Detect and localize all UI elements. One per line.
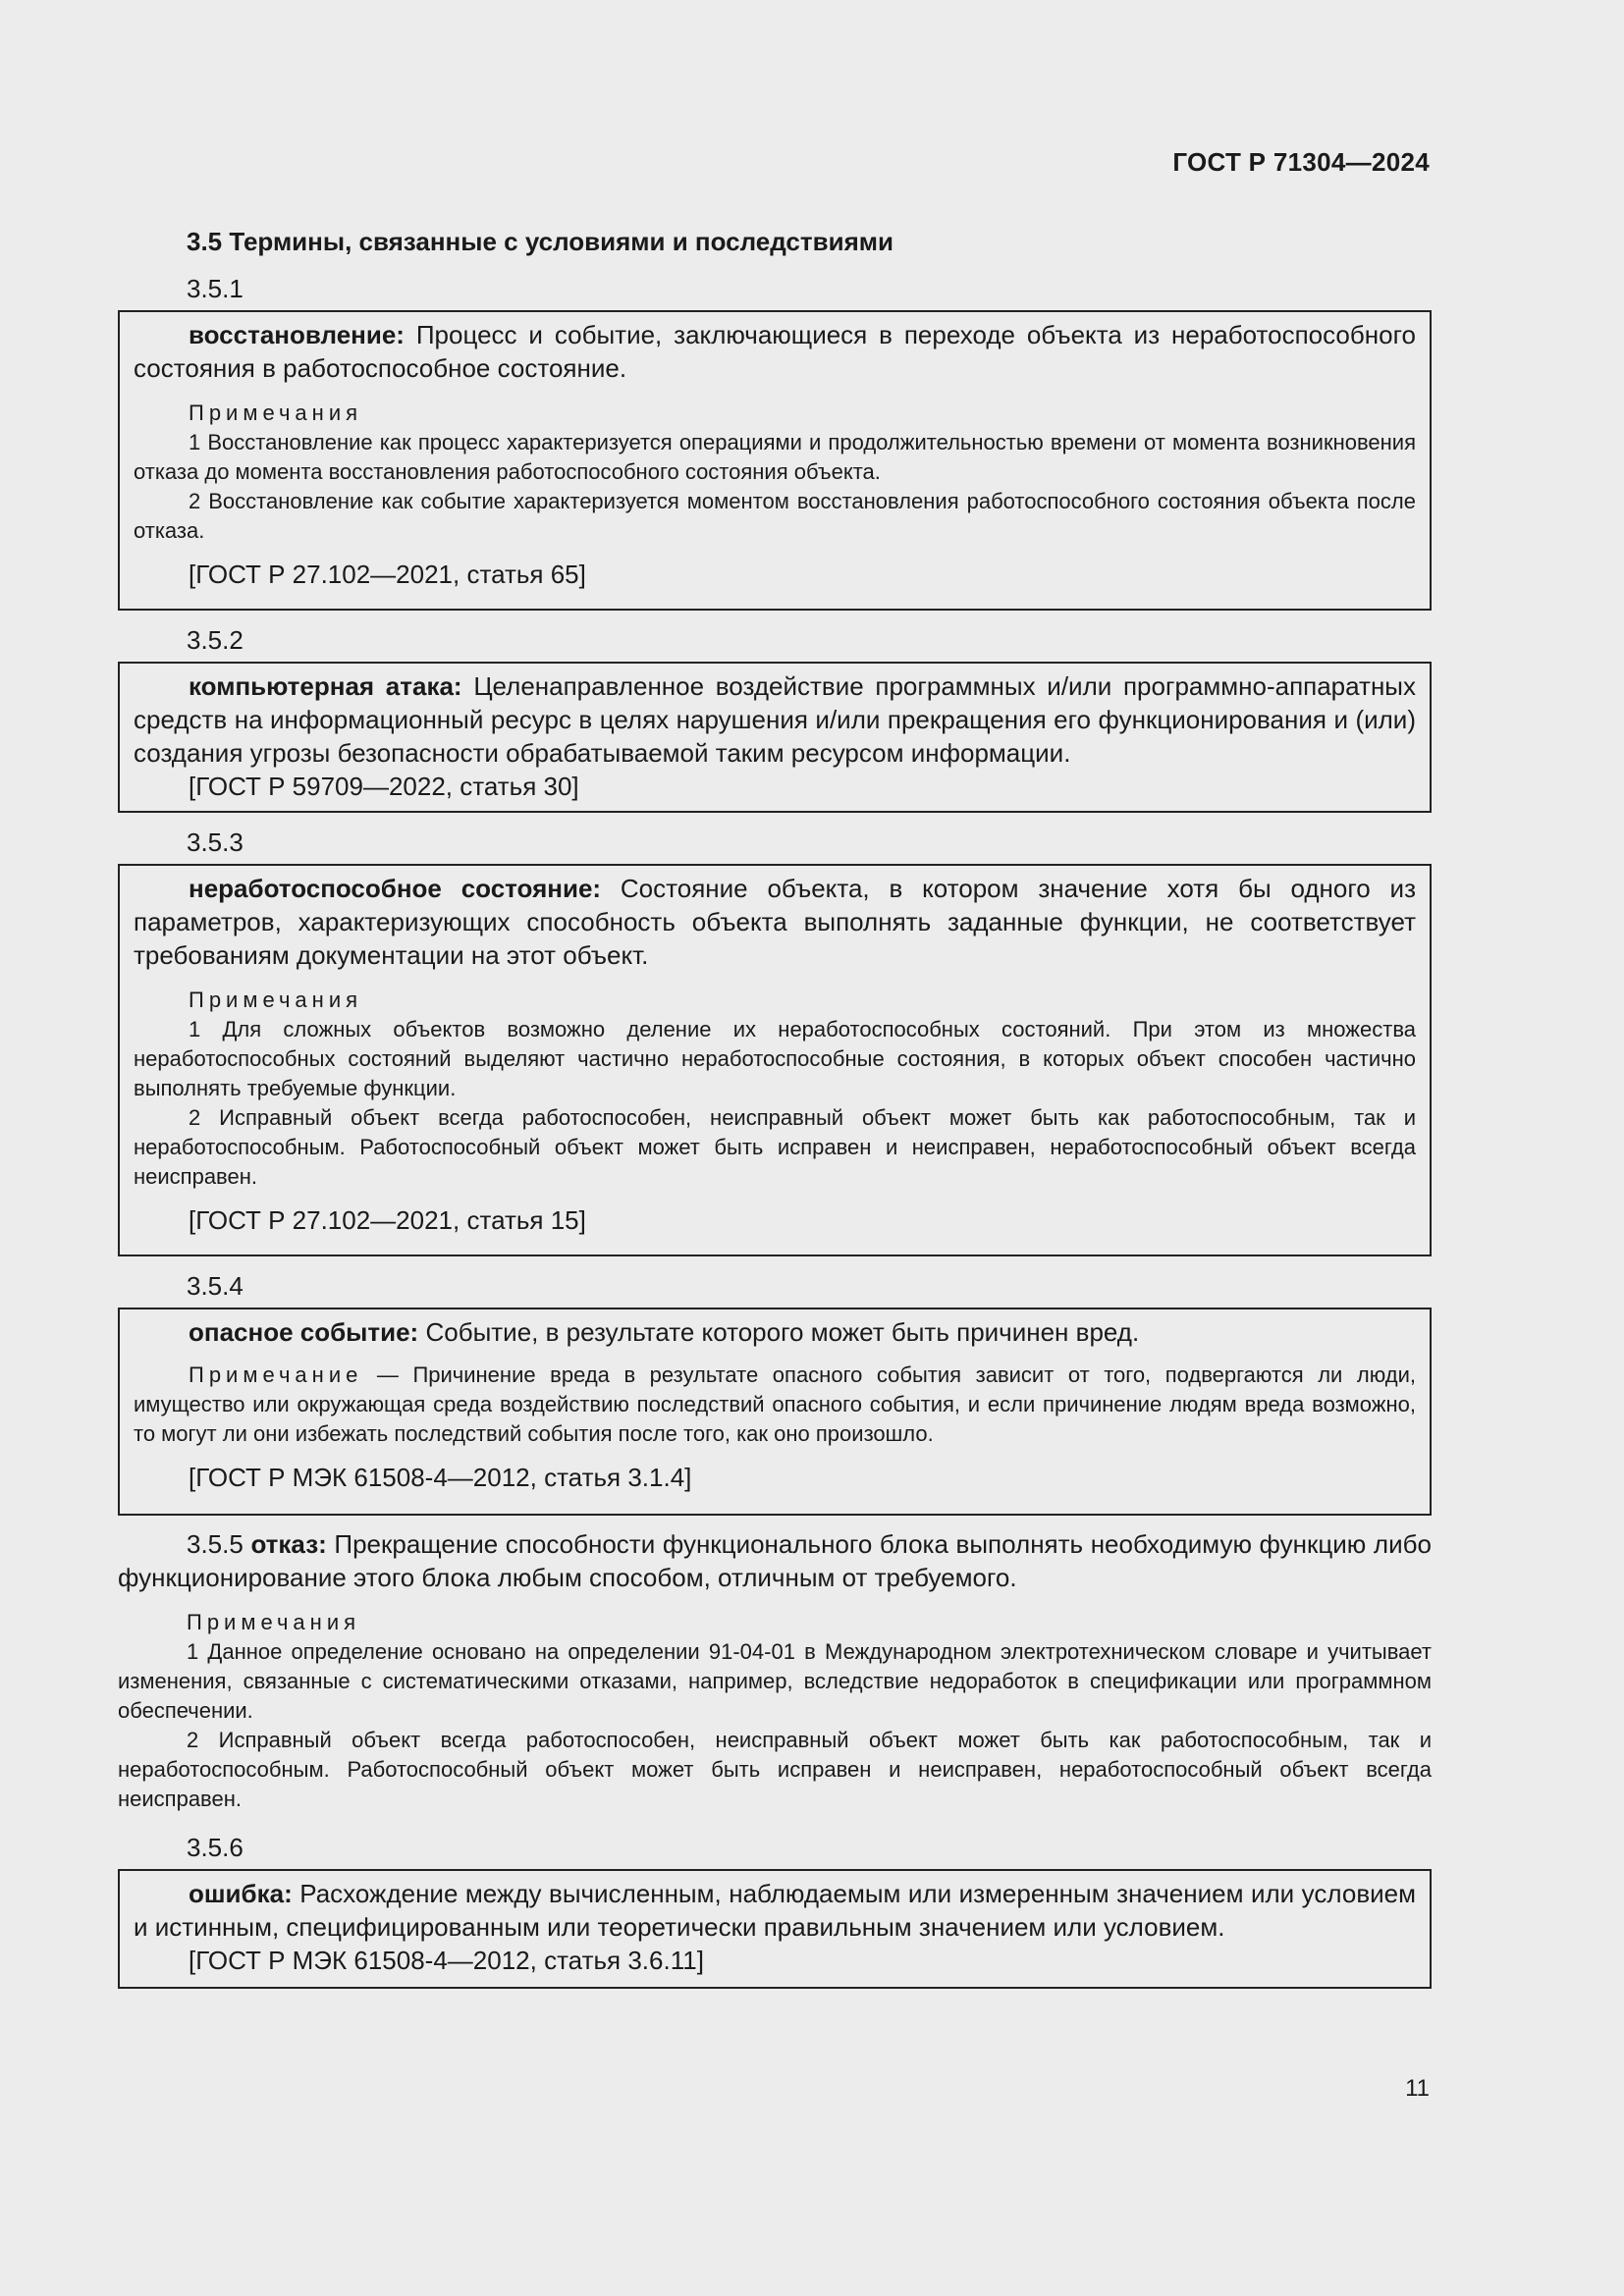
notes-heading: Примечания <box>189 988 363 1012</box>
term-number: 3.5.2 <box>187 625 244 655</box>
term-box <box>118 310 1432 611</box>
term-name: компьютерная атака: <box>189 671 462 701</box>
definition-text: Прекращение способности функционального блока выполнять необходимую функцию либо функционирование этого блока любым способом, отличным от требуемого. <box>118 1529 1432 1592</box>
definition-text: Событие, в результате которого может быть причинен вред. <box>425 1317 1140 1347</box>
term-name: ошибка: <box>189 1879 293 1908</box>
definition-text: Состояние объекта, в котором значение хотя бы одного из параметров, характеризующих способность объекта выполнять заданные функции, не соответствует требованиям документации на этот объект. <box>134 874 1416 970</box>
term-definition <box>134 1877 1416 1944</box>
note-item: 2 Исправный объект всегда работоспособен, неисправный объект может быть как работоспособным, так и неработоспособным. Работоспособный объект может быть исправен и неисправен, неработоспособный объект всегда неисправен. <box>134 1105 1416 1189</box>
term-definition <box>134 669 1416 770</box>
term-number: 3.5.6 <box>187 1833 244 1862</box>
definition-text: Процесс и событие, заключающиеся в переходе объекта из неработоспособного состояния в работоспособное состояние. <box>134 320 1416 383</box>
term-definition <box>134 872 1416 972</box>
term-box <box>118 1308 1432 1516</box>
notes-heading: Примечания <box>189 400 363 425</box>
term-number: 3.5.5 <box>187 1529 244 1559</box>
term-source: [ГОСТ Р 27.102—2021, статья 15] <box>189 1205 586 1235</box>
definition-text: Целенаправленное воздействие программных и/или программно-аппаратных средств на информационный ресурс в целях нарушения и/или прекращения его функционирования и (или) создания угрозы безопасности обрабатываемой таким ресурсом информации. <box>134 671 1416 768</box>
term-definition <box>134 318 1416 385</box>
term-name: неработоспособное состояние: <box>189 874 602 903</box>
term-number: 3.5.1 <box>187 274 244 303</box>
note-item: 2 Исправный объект всегда работоспособен, неисправный объект может быть как работоспособным, так и неработоспособным. Работоспособный объект может быть исправен и неисправен, неработоспособный объект всегда неисправен. <box>118 1728 1432 1811</box>
term-box <box>118 1869 1432 1989</box>
term-block-unboxed <box>118 1527 1432 1814</box>
term-source: [ГОСТ Р 59709—2022, статья 30] <box>189 772 579 801</box>
term-definition <box>118 1527 1432 1594</box>
term-name: восстановление: <box>189 320 405 349</box>
note-item: 1 Данное определение основано на определении 91-04-01 в Международном электротехническом словаре и учитывает изменения, связанные с систематическими отказами, например, вследствие недоработок в спецификации или программном обеспечении. <box>118 1639 1432 1723</box>
note-item: 2 Восстановление как событие характеризуется моментом восстановления работоспособного состояния объекта после отказа. <box>134 489 1416 543</box>
document-code: ГОСТ Р 71304—2024 <box>1172 147 1430 177</box>
note-item: 1 Восстановление как процесс характеризуется операциями и продолжительностью времени от момента возникновения отказа до момента восстановления работоспособного состояния объекта. <box>134 430 1416 484</box>
term-definition <box>134 1315 1416 1349</box>
term-name: отказ: <box>250 1529 327 1559</box>
page-number: 11 <box>1405 2075 1430 2102</box>
section-title: 3.5 Термины, связанные с условиями и последствиями <box>187 227 893 256</box>
note-item: 1 Для сложных объектов возможно деление их неработоспособных состояний. При этом из множества неработоспособных состояний выделяют частично неработоспособные состояния, в которых объект способен частично выполнять требуемые функции. <box>134 1017 1416 1100</box>
term-number: 3.5.4 <box>187 1271 244 1301</box>
definition-text: Расхождение между вычисленным, наблюдаемым или измеренным значением или условием и истинным, специфицированным или теоретически правильным значением или условием. <box>134 1879 1416 1942</box>
page-content <box>118 224 1432 2001</box>
term-box <box>118 662 1432 813</box>
term-number: 3.5.3 <box>187 828 244 857</box>
term-source: [ГОСТ Р МЭК 61508-4—2012, статья 3.6.11] <box>189 1946 704 1975</box>
term-source: [ГОСТ Р 27.102—2021, статья 65] <box>189 560 586 589</box>
notes-heading: Примечания <box>187 1610 361 1634</box>
term-name: опасное событие: <box>189 1317 419 1347</box>
note-label: Примечание <box>189 1362 363 1387</box>
note-item <box>134 1361 1416 1449</box>
term-source: [ГОСТ Р МЭК 61508-4—2012, статья 3.1.4] <box>189 1463 692 1492</box>
term-box <box>118 864 1432 1256</box>
note-text: — Причинение вреда в результате опасного события зависит от того, подвергаются ли люди, имущество или окружающая среда воздействию последствий опасного события, и если причинение людям вреда возможно, то могут ли они избежать последствий события после того, как оно произошло. <box>134 1362 1416 1446</box>
